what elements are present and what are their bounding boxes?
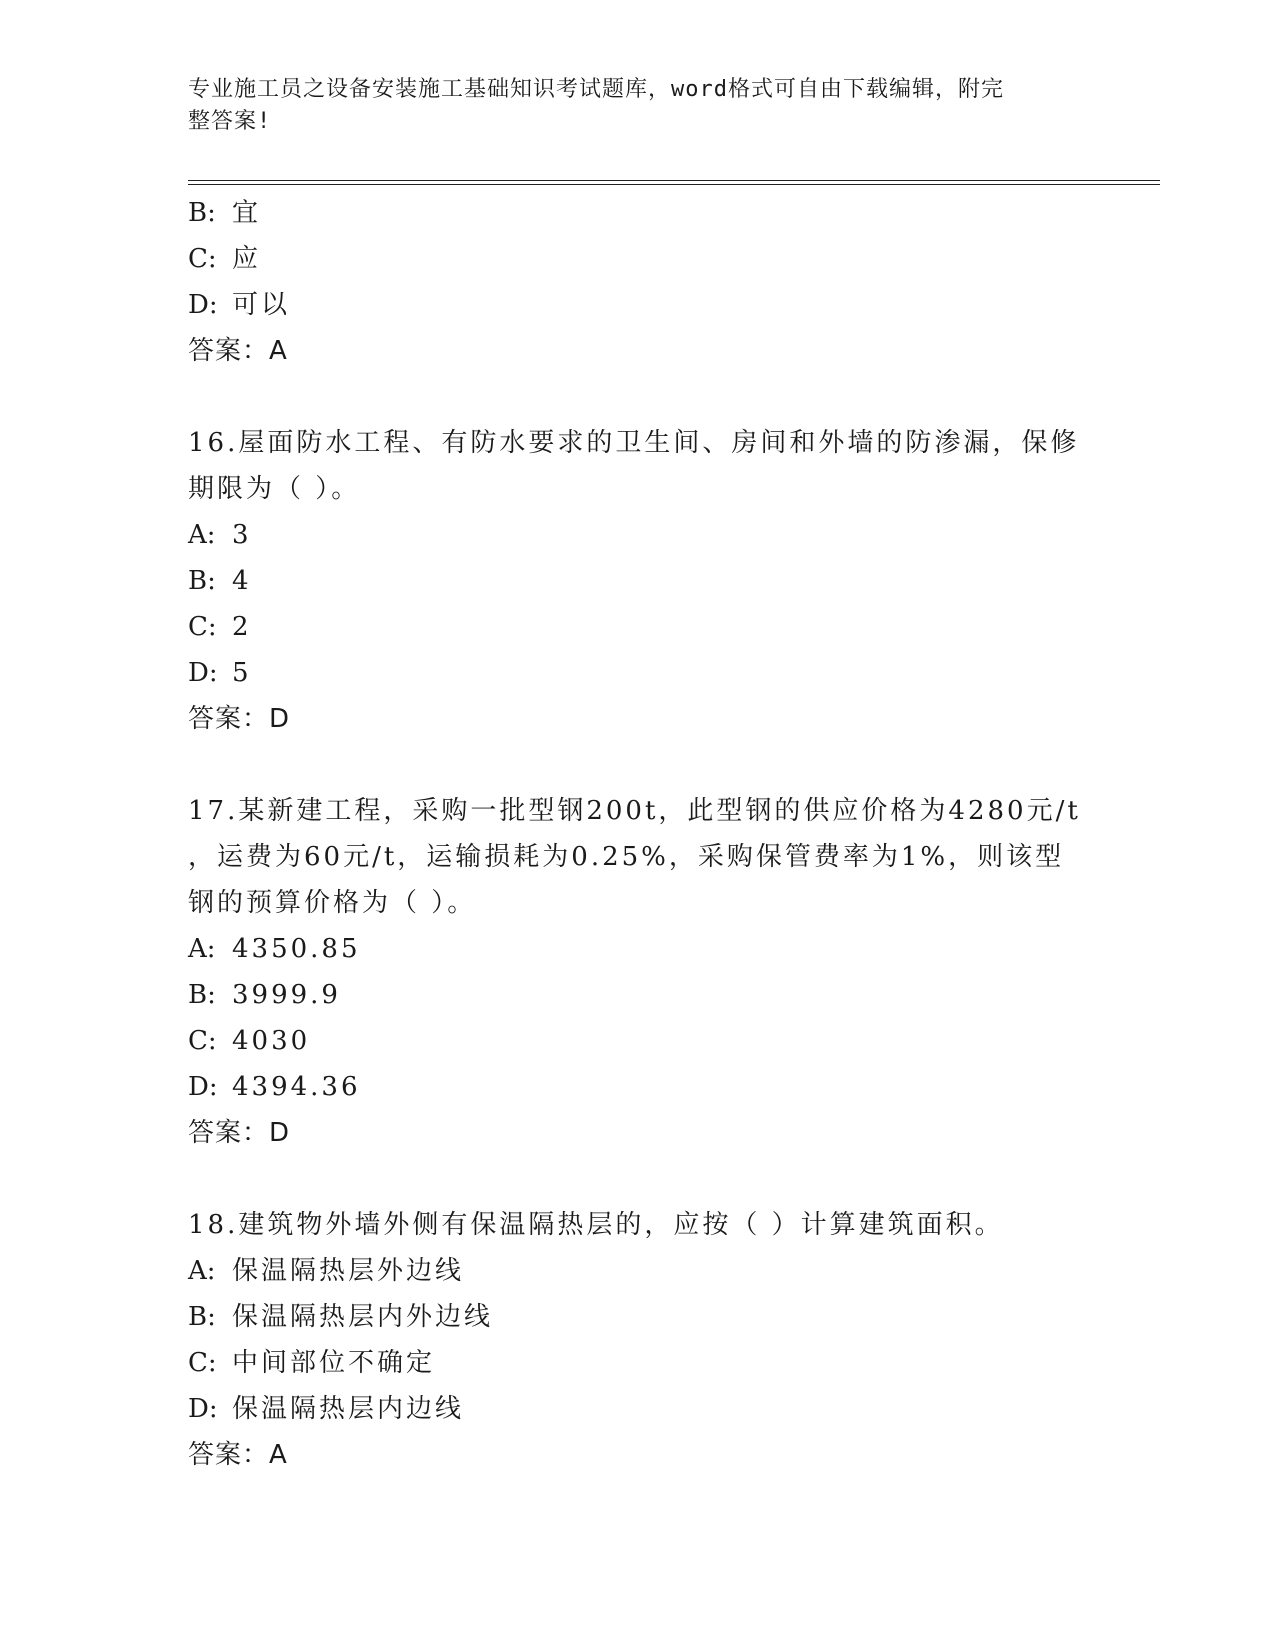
question-stem-line: 期限为（ ）。 bbox=[188, 474, 361, 504]
question-list bbox=[188, 190, 1088, 1478]
question-15-tail bbox=[188, 190, 1088, 374]
question-16 bbox=[188, 420, 1088, 742]
option-a: A: 4350.85 bbox=[188, 934, 361, 964]
option-d: D: 可以 bbox=[188, 290, 291, 320]
question-stem-line: 钢的预算价格为（ ）。 bbox=[188, 888, 477, 918]
answer-line: 答案：D bbox=[188, 1118, 291, 1148]
option-c: C: 应 bbox=[188, 244, 262, 274]
answer-line: 答案：A bbox=[188, 1440, 288, 1470]
option-b: B: 宜 bbox=[188, 198, 262, 228]
document-header bbox=[188, 74, 1088, 138]
header-line-1: 专业施工员之设备安装施工基础知识考试题库，word格式可自由下载编辑，附完 bbox=[188, 77, 1004, 102]
option-b: B: 保温隔热层内外边线 bbox=[188, 1302, 494, 1332]
option-a: A: 保温隔热层外边线 bbox=[188, 1256, 465, 1286]
option-c: C: 2 bbox=[188, 612, 252, 642]
option-c: C: 中间部位不确定 bbox=[188, 1348, 436, 1378]
question-17 bbox=[188, 788, 1088, 1156]
answer-line: 答案：D bbox=[188, 704, 291, 734]
option-d: D: 5 bbox=[188, 658, 252, 688]
header-divider-top bbox=[188, 180, 1160, 181]
option-c: C: 4030 bbox=[188, 1026, 311, 1056]
question-18 bbox=[188, 1202, 1088, 1478]
option-d: D: 保温隔热层内边线 bbox=[188, 1394, 465, 1424]
option-b: B: 3999.9 bbox=[188, 980, 341, 1010]
header-divider-bottom bbox=[188, 184, 1160, 185]
answer-line: 答案：A bbox=[188, 336, 288, 366]
question-stem-line: ，运费为60元/t，运输损耗为0.25%，采购保管费率为1%，则该型 bbox=[188, 842, 1065, 872]
option-d: D: 4394.36 bbox=[188, 1072, 361, 1102]
option-a: A: 3 bbox=[188, 520, 252, 550]
question-stem-line: 16.屋面防水工程、有防水要求的卫生间、房间和外墙的防渗漏，保修 bbox=[188, 428, 1080, 458]
option-b: B: 4 bbox=[188, 566, 252, 596]
question-stem-line: 17.某新建工程，采购一批型钢200t，此型钢的供应价格为4280元/t bbox=[188, 796, 1081, 826]
question-stem-line: 18.建筑物外墙外侧有保温隔热层的，应按（ ）计算建筑面积。 bbox=[188, 1210, 1004, 1240]
header-line-2: 整答案! bbox=[188, 109, 272, 134]
